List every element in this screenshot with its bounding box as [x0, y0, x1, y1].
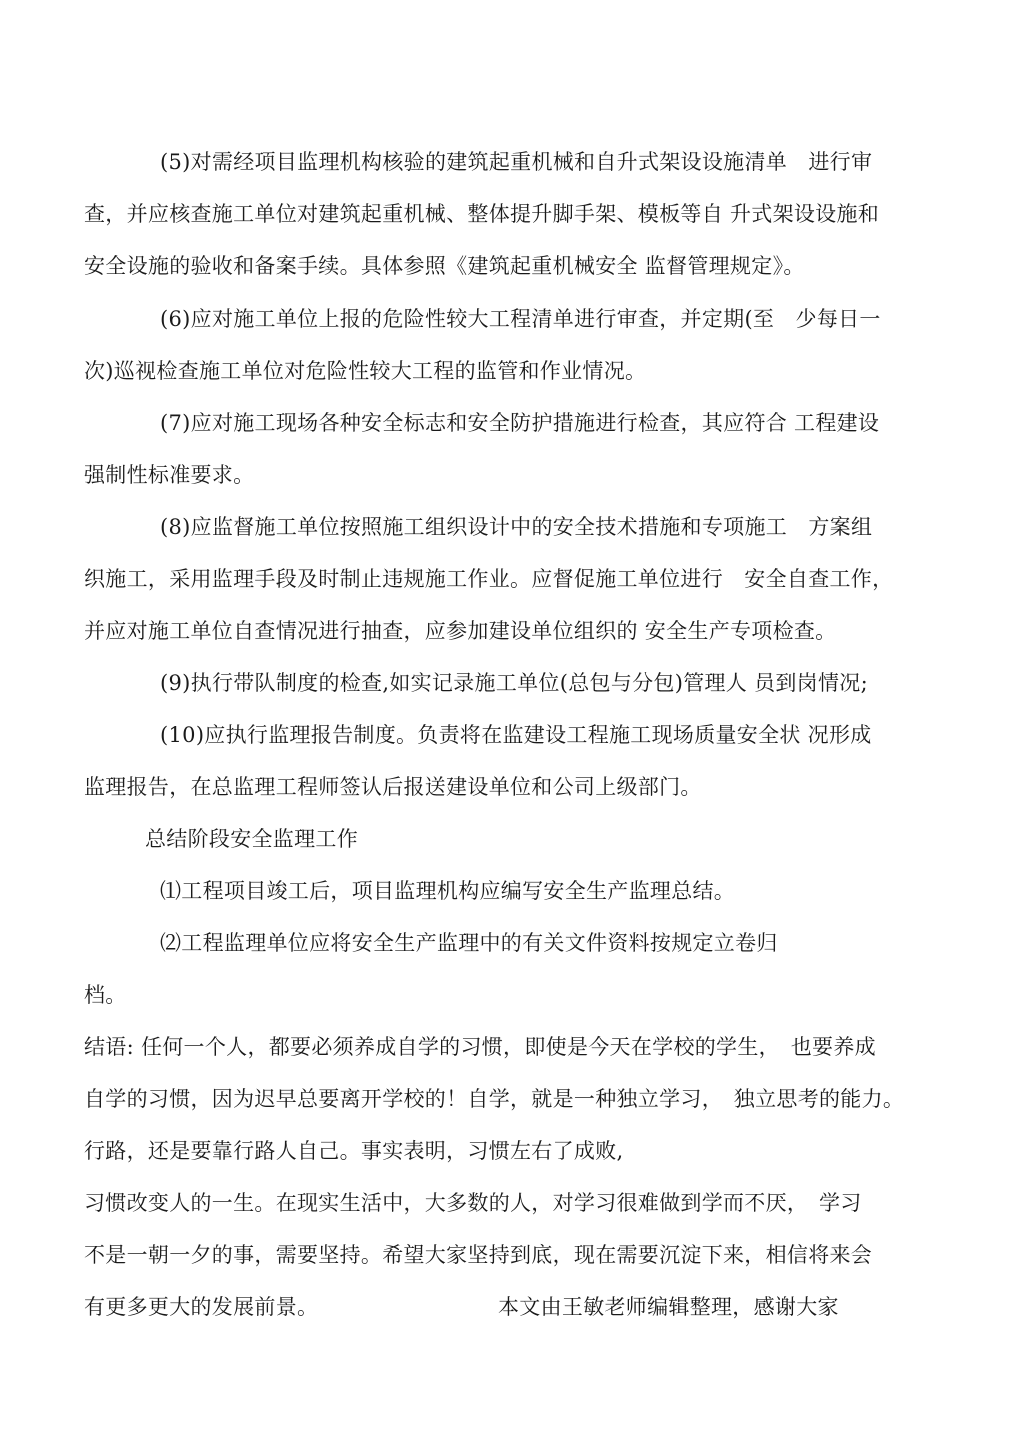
conclusion-line-3: 行路，还是要靠行路人自己。事实表明，习惯左右了成败, [84, 1139, 624, 1163]
paragraph-7-line-2: 强制性标准要求。 [84, 463, 255, 487]
conclusion-line-6: 有更多更大的发展前景。 [84, 1295, 319, 1319]
paragraph-6-line-1: (6)应对施工单位上报的危险性较大工程清单进行审查，并定期(至 少每日一 [160, 307, 881, 331]
summary-item-2-line-1: ⑵工程监理单位应将安全生产监理中的有关文件资料按规定立卷归 [160, 931, 778, 955]
paragraph-5-line-3: 安全设施的验收和备案手续。具体参照《建筑起重机械安全 监督管理规定》。 [84, 254, 805, 278]
paragraph-7-line-1: (7)应对施工现场各种安全标志和安全防护措施进行检查，其应符合 工程建设 [160, 411, 880, 435]
conclusion-line-5: 不是一朝一夕的事，需要坚持。希望大家坚持到底，现在需要沉淀下来，相信将来会 [84, 1243, 873, 1267]
conclusion-line-4: 习惯改变人的一生。在现实生活中，大多数的人，对学习很难做到学而不厌， 学习 [84, 1191, 862, 1215]
paragraph-6-line-2: 次)巡视检查施工单位对危险性较大工程的监管和作业情况。 [84, 359, 647, 383]
paragraph-8-line-1: (8)应监督施工单位按照施工组织设计中的安全技术措施和专项施工 方案组 [160, 515, 873, 539]
editor-credit: 本文由王敏老师编辑整理，感谢大家 [498, 1295, 839, 1319]
paragraph-5-line-1: (5)对需经项目监理机构核验的建筑起重机械和自升式架设设施清单 进行审 [160, 150, 873, 174]
summary-item-2-line-2: 档。 [84, 983, 127, 1007]
paragraph-10-line-1: (10)应执行监理报告制度。负责将在监建设工程施工现场质量安全状 况形成 [160, 723, 872, 747]
paragraph-9-line-1: (9)执行带队制度的检查,如实记录施工单位(总包与分包)管理人 员到岗情况; [160, 671, 868, 695]
paragraph-5-line-2: 查，并应核查施工单位对建筑起重机械、整体提升脚手架、模板等自 升式架设设施和 [84, 202, 880, 226]
section-heading: 总结阶段安全监理工作 [145, 827, 358, 851]
paragraph-8-line-2: 织施工，采用监理手段及时制止违规施工作业。应督促施工单位进行 安全自查工作， [84, 567, 894, 591]
conclusion-line-2: 自学的习惯，因为迟早总要离开学校的！自学，就是一种独立学习， 独立思考的能力。 [84, 1087, 905, 1111]
conclusion-line-1: 结语: 任何一个人，都要必须养成自学的习惯，即使是今天在学校的学生， 也要养成 [84, 1035, 876, 1059]
paragraph-10-line-2: 监理报告，在总监理工程师签认后报送建设单位和公司上级部门。 [84, 775, 702, 799]
summary-item-1: ⑴工程项目竣工后，项目监理机构应编写安全生产监理总结。 [160, 879, 736, 903]
paragraph-8-line-3: 并应对施工单位自查情况进行抽查，应参加建设单位组织的 安全生产专项检查。 [84, 619, 837, 643]
